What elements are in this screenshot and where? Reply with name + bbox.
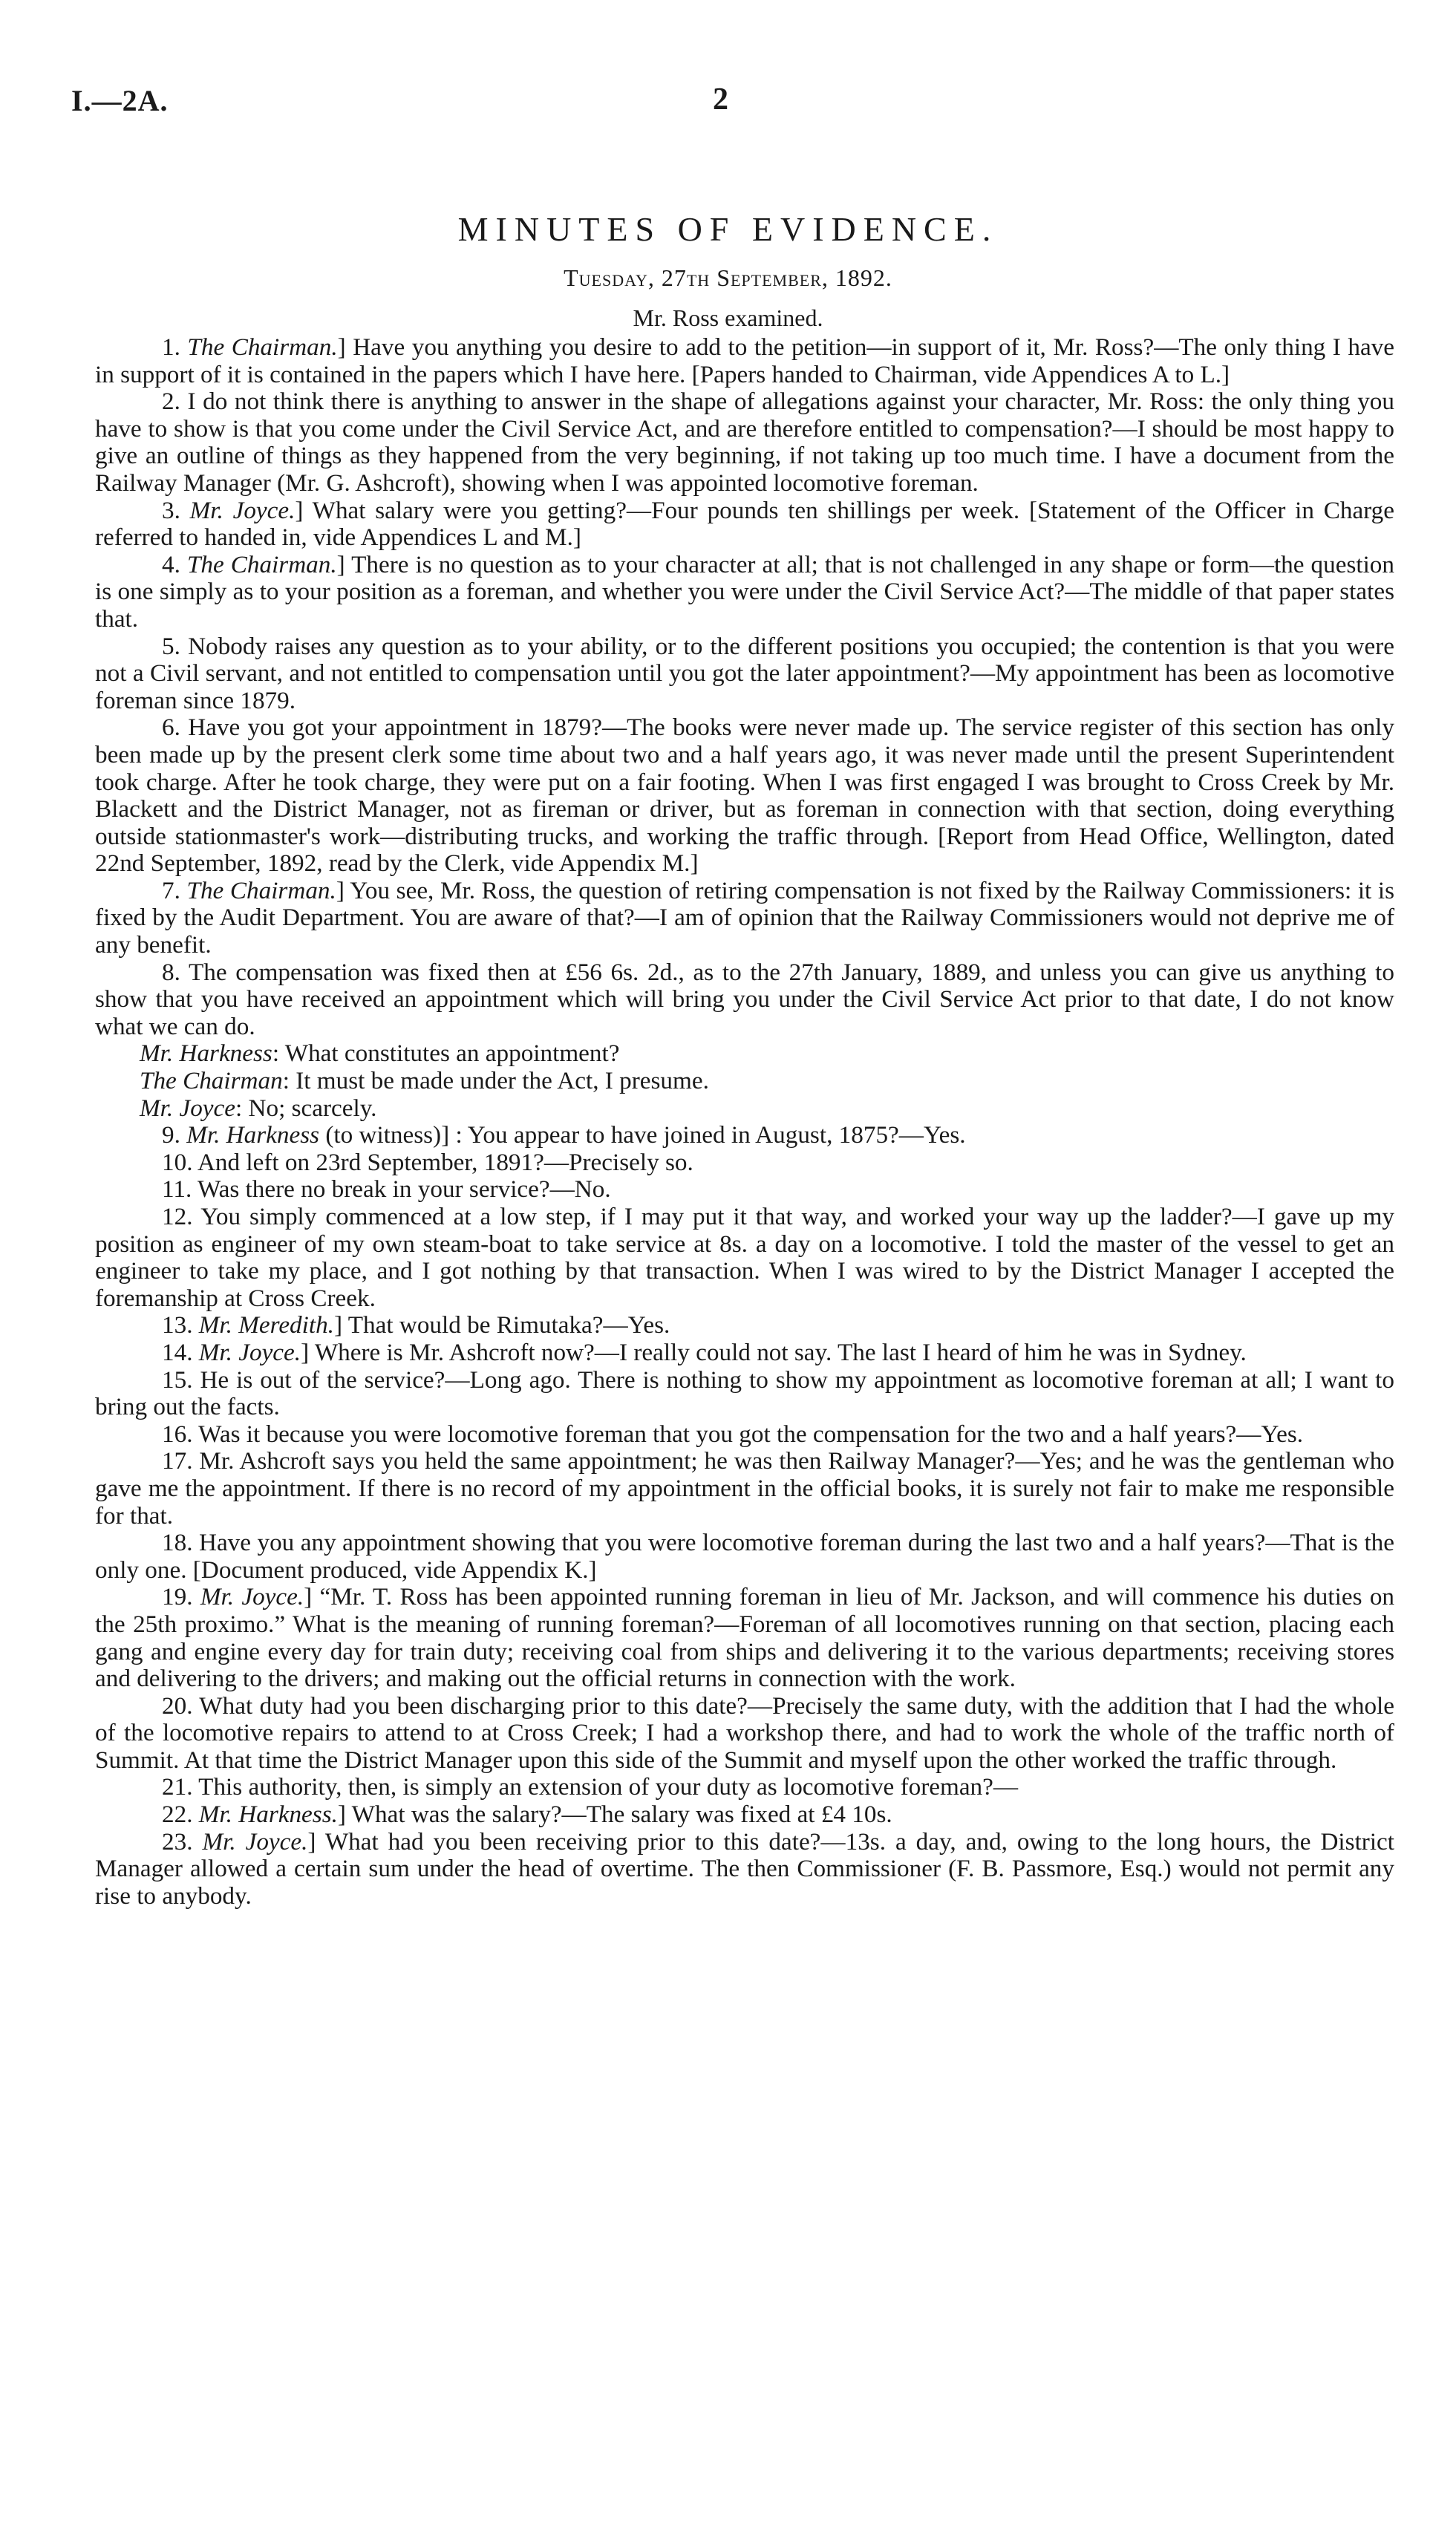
paragraph-text: : What constitutes an appointment? bbox=[272, 1040, 620, 1068]
evidence-paragraph bbox=[95, 1829, 1394, 1910]
paragraph-text: 10. And left on 23rd September, 1891?—Precisely so. bbox=[162, 1148, 693, 1176]
paragraph-text: (to witness)] : You appear to have joined in August, 1875?—Yes. bbox=[319, 1121, 966, 1149]
evidence-paragraph bbox=[95, 1176, 1394, 1204]
paragraph-text: ] What had you been receiving prior to this date?—13s. a day, and, owing to the long hours, the District Manager allowed a certain sum under the head of overtime. The then Commissioner (F. B. Passmore, Esq.) would not permit any rise to anybody. bbox=[95, 1827, 1395, 1910]
paragraph-text: 6. Have you got your appointment in 1879?—The books were never made up. The service register of this section has only been made up by the present clerk some time about two and a half years ago, it was never made until the present Superintendent took charge. After he took charge, they were put on a fair footing. When I was first engaged I was brought to Cross Creek by Mr. Blackett and the District Manager, not as fireman or driver, but as foreman in connection with that section, doing everything outside stationmaster's work—distributing trucks, and working the traffic through. [Report from Head Office, Wellington, dated 22nd September, 1892, read by the Clerk, vide Appendix M.] bbox=[95, 714, 1394, 878]
paragraph-text: ] “Mr. T. Ross has been appointed running foreman in lieu of Mr. Jackson, and will commence his duties on the 25th proximo.” What is the meaning of running foreman?—Foreman of all locomotives running on that section, placing each gang and engine every day for train duty; receiving coal from ships and delivering it to the various departments; receiving stores and delivering to the drivers; and making out the official returns in connection with the work. bbox=[95, 1583, 1395, 1693]
session-date: Tuesday, 27th September, 1892. bbox=[564, 264, 892, 291]
paragraph-text: 21. This authority, then, is simply an extension of your duty as locomotive foreman?— bbox=[162, 1773, 1019, 1801]
evidence-paragraph bbox=[95, 1367, 1394, 1421]
evidence-paragraph bbox=[95, 1122, 1394, 1149]
paragraph-number: 19. bbox=[162, 1583, 200, 1611]
paragraph-text: : It must be made under the Act, I presume. bbox=[282, 1067, 709, 1095]
evidence-paragraph bbox=[95, 1801, 1394, 1829]
speaker-name: Mr. Joyce. bbox=[202, 1827, 308, 1856]
evidence-paragraph bbox=[95, 1774, 1394, 1801]
evidence-paragraph bbox=[95, 878, 1394, 959]
evidence-paragraph bbox=[95, 1312, 1394, 1339]
paragraph-number: 23. bbox=[162, 1827, 203, 1856]
evidence-paragraph bbox=[95, 388, 1394, 497]
paragraph-text: 15. He is out of the service?—Long ago. There is nothing to show my appointment as locomotive foreman at all; I want to bring out the facts. bbox=[95, 1365, 1394, 1421]
paragraph-text: 5. Nobody raises any question as to your ability, or to the different positions you occupied; the contention is that you were not a Civil servant, and not entitled to compensation until you got the later appointment?—My appointment has been as locomotive foreman since 1879. bbox=[95, 632, 1394, 714]
evidence-paragraph bbox=[95, 1068, 1394, 1095]
paragraph-text: 17. Mr. Ashcroft says you held the same appointment; he was then Railway Manager?—Yes; and he was the gentleman who gave me the appointment. If there is no record of my appointment in the official books, it is surely not fair to make me responsible for that. bbox=[95, 1447, 1394, 1530]
speaker-name: The Chairman. bbox=[186, 876, 336, 904]
paragraph-text: ] Have you anything you desire to add to the petition—in support of it, Mr. Ross?—The only thing I have in support of it is contained in the papers which I have here. [Papers handed to Chairman, vide Appendices A to L.] bbox=[95, 333, 1394, 388]
speaker-name: The Chairman. bbox=[187, 333, 338, 361]
witness-line: Mr. Ross examined. bbox=[633, 304, 823, 331]
evidence-paragraph bbox=[95, 1693, 1394, 1775]
paragraph-number: 22. bbox=[162, 1801, 199, 1829]
paragraph-number: 13. bbox=[162, 1311, 199, 1339]
paragraph-text: ] That would be Rimutaka?—Yes. bbox=[333, 1311, 670, 1339]
paragraph-number: 3. bbox=[162, 496, 190, 524]
paragraph-text: : No; scarcely. bbox=[235, 1094, 377, 1122]
paragraph-number: 9. bbox=[162, 1121, 187, 1149]
paragraph-text: 11. Was there no break in your service?—No. bbox=[162, 1175, 611, 1204]
paragraph-text: ] You see, Mr. Ross, the question of retiring compensation is not fixed by the Railway Commissioners: it is fixed by the Audit Department. You are aware of that?—I am of opinion that the Railway Commissioners would not deprive me of any benefit. bbox=[95, 876, 1394, 959]
paragraph-text: 16. Was it because you were locomotive foreman that you got the compensation for the two and a half years?—Yes. bbox=[162, 1420, 1304, 1448]
paragraph-text: 12. You simply commenced at a low step, if I may put it that way, and worked your way up the ladder?—I gave up my position as engineer of my own steam-boat to take service at 8s. a day on a locomotive. I told the master of the vessel to get an engineer to take my place, and I got nothing by that transaction. When I was wired to by the District Manager I accepted the foremanship at Cross Creek. bbox=[95, 1203, 1394, 1312]
paragraph-text: ] Where is Mr. Ashcroft now?—I really could not say. The last I heard of him he was in Sydney. bbox=[301, 1338, 1247, 1366]
evidence-paragraph bbox=[95, 1584, 1394, 1692]
speaker-name: Mr. Joyce. bbox=[198, 1338, 301, 1366]
speaker-name: Mr. Joyce. bbox=[200, 1583, 304, 1611]
paragraph-text: ] What salary were you getting?—Four pounds ten shillings per week. [Statement of the Officer in Charge referred to handed in, vide Appendices L and M.] bbox=[95, 496, 1394, 552]
evidence-paragraph bbox=[95, 497, 1394, 552]
speaker-name: The Chairman. bbox=[186, 550, 337, 578]
evidence-paragraph bbox=[95, 552, 1394, 633]
evidence-body bbox=[95, 334, 1394, 1910]
evidence-paragraph bbox=[95, 1040, 1394, 1068]
page-title: MINUTES OF EVIDENCE. bbox=[457, 210, 999, 248]
paragraph-number: 7. bbox=[162, 876, 187, 904]
document-reference: I.—2A. bbox=[71, 84, 169, 117]
page-number: 2 bbox=[713, 82, 728, 117]
speaker-name: The Chairman bbox=[140, 1067, 283, 1095]
paragraph-text: ] What was the salary?—The salary was fixed at £4 10s. bbox=[337, 1801, 892, 1829]
evidence-paragraph bbox=[95, 1339, 1394, 1367]
paragraph-text: 2. I do not think there is anything to answer in the shape of allegations against your character, Mr. Ross: the only thing you have to show is that you come under the Civil Service Act, and are therefore entitled to compensation?—I should be most happy to give an outline of things as they happened from the very beginning, if not taking up too much time. I have a document from the Railway Manager (Mr. G. Ashcroft), showing when I was appointed locomotive foreman. bbox=[95, 388, 1394, 497]
evidence-paragraph bbox=[95, 1421, 1394, 1449]
evidence-paragraph bbox=[95, 1204, 1394, 1312]
evidence-paragraph bbox=[95, 1530, 1394, 1584]
speaker-name: Mr. Harkness bbox=[140, 1040, 272, 1068]
paragraph-text: ] There is no question as to your character at all; that is not challenged in any shape or form—the question is one simply as to your position as a foreman, and whether you were under the Civil Service Act?—The middle of that paper states that. bbox=[95, 550, 1394, 633]
evidence-paragraph bbox=[95, 714, 1394, 878]
paragraph-number: 4. bbox=[162, 550, 187, 578]
evidence-paragraph bbox=[95, 959, 1394, 1041]
evidence-paragraph bbox=[95, 334, 1394, 388]
paragraph-text: 18. Have you any appointment showing that you were locomotive foreman during the last two and a half years?—That is the only one. [Document produced, vide Appendix K.] bbox=[95, 1529, 1394, 1584]
speaker-name: Mr. Harkness bbox=[186, 1121, 320, 1149]
evidence-paragraph bbox=[95, 1149, 1394, 1177]
speaker-name: Mr. Harkness. bbox=[198, 1801, 338, 1829]
speaker-name: Mr. Joyce bbox=[140, 1094, 235, 1122]
speaker-name: Mr. Joyce. bbox=[189, 496, 296, 524]
speaker-name: Mr. Meredith. bbox=[198, 1311, 334, 1339]
paragraph-text: 20. What duty had you been discharging prior to this date?—Precisely the same duty, with the addition that I had the whole of the locomotive repairs to attend to at Cross Creek; I had a workshop there, and had to work the whole of the traffic north of Summit. At that time the District Manager upon this side of the Summit and myself upon the other worked the traffic through. bbox=[95, 1691, 1394, 1774]
paragraph-number: 1. bbox=[162, 333, 188, 361]
evidence-paragraph bbox=[95, 633, 1394, 715]
paragraph-text: 8. The compensation was fixed then at £56 6s. 2d., as to the 27th January, 1889, and unless you can give us anything to show that you have received an appointment which will bring you under the Civil Service Act prior to that date, I do not know what we can do. bbox=[95, 958, 1394, 1040]
paragraph-number: 14. bbox=[162, 1338, 199, 1366]
evidence-paragraph bbox=[95, 1095, 1394, 1123]
evidence-paragraph bbox=[95, 1448, 1394, 1530]
